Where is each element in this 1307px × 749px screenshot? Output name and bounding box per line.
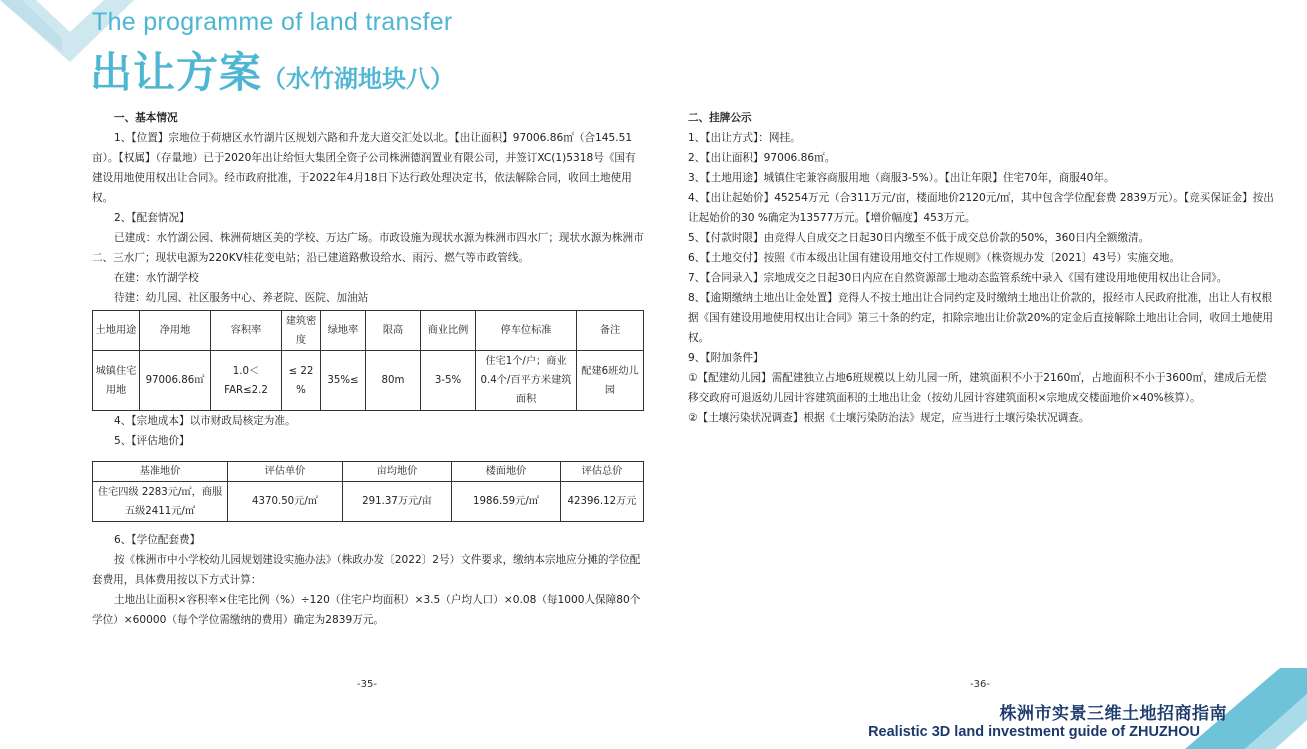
table-cell: 35%≤ [321,351,366,411]
list-item: 4、【出让起始价】45254万元（合311万元/亩，楼面地价2120元/㎡，其中包含学位配套费 2839万元）。【竞买保证金】按出让起始价的30 %确定为13577万元。【增价幅度】453万元。 [688,192,1274,224]
table-cell: 城镇住宅用地 [93,351,140,411]
table-header-cell: 亩均地价 [343,462,452,482]
table-header-cell: 评估总价 [561,462,644,482]
list-item: 6、【土地交付】按照《市本级出让国有建设用地交付工作规则》（株资规办发〔2021〕43号）实施交地。 [688,252,1181,264]
list-item: 2、【出让面积】97006.86㎡。 [688,152,836,164]
facilities-built: 已建成：水竹湖公园、株洲荷塘区美的学校、万达广场。市政设施为现状水源为株洲市四水厂；现状水源为株洲市二、三水厂；现状电源为220KV桂花变电站；沿已建道路敷设给水、雨污、燃气等市政管线。 [92,232,644,264]
table-header-cell: 容积率 [211,311,282,351]
table-header-cell: 停车位标准 [476,311,577,351]
section-1-heading: 一、基本情况 [114,112,178,124]
section-6-heading: 6、【学位配套费】 [114,534,201,546]
section-4: 4、【宗地成本】以市财政局核定为准。 [114,415,296,427]
table-header-cell: 限高 [366,311,421,351]
list-item: 3、【土地用途】城镇住宅兼容商服用地（商服3-5%）。【出让年限】住宅70年，商服40年。 [688,172,1115,184]
table-header-cell: 土地用途 [93,311,140,351]
section-2-heading: 2、【配套情况】 [114,212,190,224]
list-item: 9、【附加条件】 [688,352,764,364]
section-5-heading: 5、【评估地价】 [114,435,190,447]
table-header-row [93,311,644,351]
table-header-row [93,462,644,482]
valuation-table [92,461,644,522]
list-item: 5、【付款时限】由竞得人自成交之日起30日内缴至不低于成交总价款的50%，360日内全额缴清。 [688,232,1150,244]
table-header-cell: 建筑密度 [282,311,321,351]
table-header-cell: 绿地率 [321,311,366,351]
footer-title-english: Realistic 3D land investment guide of ZHUZHOU [868,724,1200,740]
title-english: The programme of land transfer [92,8,453,36]
section-6-paragraph-2: 土地出让面积×容积率×住宅比例（%）÷120（住宅户均面积）×3.5（户均人口）×0.08（每1000人保障80个学位）×60000（每个学位需缴纳的费用）确定为2839万元。 [92,594,641,626]
table-cell: 80m [366,351,421,411]
table-header-cell: 商业比例 [421,311,476,351]
left-page [92,108,644,630]
table-cell: 1986.59元/㎡ [452,482,561,522]
table-row [93,482,644,522]
table-cell: 3-5% [421,351,476,411]
table-header-cell: 净用地 [140,311,211,351]
facilities-building: 在建：水竹湖学校 [114,272,199,284]
footer-title-chinese: 株洲市实景三维土地招商指南 [999,704,1227,724]
table-cell: 住宅四级 2283元/㎡，商服五级2411元/㎡ [93,482,228,522]
table-header-cell: 评估单价 [228,462,343,482]
page-number-right: -36- [970,679,990,690]
planning-table [92,310,644,411]
table-header-cell: 基准地价 [93,462,228,482]
table-header-cell: 备注 [577,311,644,351]
title-chinese [90,40,454,100]
list-item: 8、【逾期缴纳土地出让金处置】竞得人不按土地出让合同约定及时缴纳土地出让价款的，报经市人民政府批准，出让人有权根据《国有建设用地使用权出让合同》第三十条的约定，扣除宗地出让价款20%的定金后直接解除土地出让合同，收回土地使用权。 [688,292,1274,344]
title-main: 出让方案 [90,48,263,97]
section-6-paragraph-1: 按《株洲市中小学校幼儿园规划建设实施办法》（株政办发〔2022〕2号）文件要求，缴纳本宗地应分摊的学位配套费用，具体费用按以下方式计算： [92,554,641,586]
list-item: 1、【出让方式】：网挂。 [688,132,801,144]
table-row [93,351,644,411]
facilities-pending: 待建：幼儿园、社区服务中心、养老院、医院、加油站 [114,292,369,304]
title-subtitle: （水竹湖地块八） [262,65,455,93]
table-cell: 4370.50元/㎡ [228,482,343,522]
list-item: 7、【合同录入】宗地成交之日起30日内应在自然资源部土地动态监管系统中录入《国有建设用地使用权出让合同》。 [688,272,1228,284]
right-page [688,108,1276,428]
table-cell: 97006.86㎡ [140,351,211,411]
list-item: ①【配建幼儿园】需配建独立占地6班规模以上幼儿园一所，建筑面积不小于2160㎡，占地面积不小于3600㎡，建成后无偿移交政府可退返幼儿园计容建筑面积的土地出让金（按幼儿园计容建筑面积×宗地成交楼面地价×40%核算）。 [688,372,1267,404]
table-cell: ≤ 22 % [282,351,321,411]
list-item: ②【土壤污染状况调查】根据《土壤污染防治法》规定，应当进行土壤污染状况调查。 [688,412,1090,424]
section-listing-heading: 二、挂牌公示 [688,112,752,124]
table-header-cell: 楼面地价 [452,462,561,482]
table-cell: 配建6班幼儿园 [577,351,644,411]
table-cell: 住宅1个/户；商业0.4个/百平方米建筑面积 [476,351,577,411]
section-1-paragraph: 1、【位置】宗地位于荷塘区水竹湖片区规划六路和升龙大道交汇处以北。【出让面积】97006.86㎡（合145.51亩）。【权属】（存量地）已于2020年出让给恒大集团全资子公司株洲德润置业有限公司，并签订XC(1)5318号《国有建设用地使用权出让合同》。经市政府批准，于2022年4月18日下达行政处理决定书，依法解除合同，收回土地使用权。 [92,132,636,204]
table-cell: 1.0＜FAR≤2.2 [211,351,282,411]
table-cell: 42396.12万元 [561,482,644,522]
table-cell: 291.37万元/亩 [343,482,452,522]
page-number-left: -35- [357,679,377,690]
